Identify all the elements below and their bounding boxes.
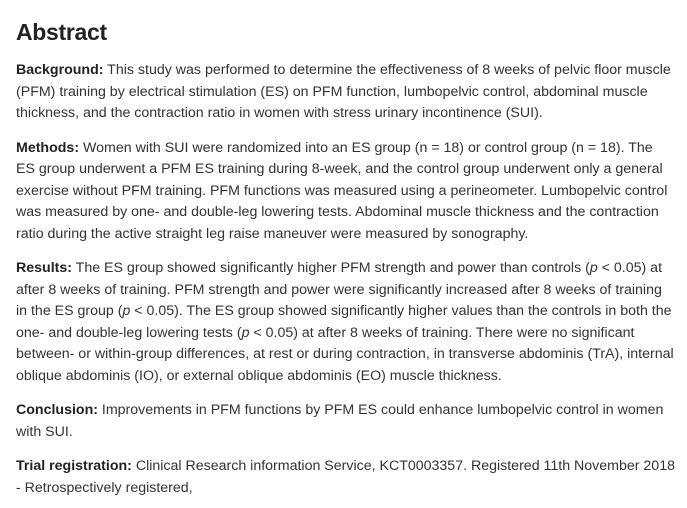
trial-registration-label: Trial registration: [16,458,132,474]
conclusion-label: Conclusion: [16,402,98,418]
results-text-4: < 0.05) at after 8 weeks of training. There were no significant between- or within-group differences, at rest or during contraction, in transverse abdominis (TrA), internal oblique abdominis (IO), or external oblique abdominis (EO) muscle thickness. [16,324,674,384]
conclusion-paragraph [16,400,675,443]
methods-text: Women with SUI were randomized into an ES group (n = 18) or control group (n = 18). The ES group underwent a PFM ES training during 8-week, and the control group underwent only a general exercise without PFM training. PFM functions was measured using a perineometer. Lumbopelvic control was measured by one- and double-leg lowering tests. Abdominal muscle thickness and the contraction ratio during the active straight leg raise maneuver were measured by sonography. [16,139,668,242]
results-label: Results: [16,260,72,276]
results-text-2: < 0.05) at after 8 weeks of training. PFM strength and power were significantly increased after 8 weeks of training in the ES group ( [16,260,663,319]
methods-label: Methods: [16,139,80,156]
p-value-symbol: p [241,324,250,341]
background-paragraph [16,60,675,125]
abstract-heading: Abstract [16,19,107,45]
methods-paragraph [16,138,675,246]
p-value-symbol: p [122,303,131,319]
background-text: This study was performed to determine the effectiveness of 8 weeks of pelvic floor muscle (PFM) training by electrical stimulation (ES) on PFM function, lumbopelvic control, abdominal muscle thickness, and the contraction ratio in women with stress urinary incontinence (SUI). [16,62,671,121]
results-text-3: < 0.05). The ES group showed significantly higher values than the controls in both the one- and double-leg lowering tests ( [16,303,672,341]
p-value-symbol: p [589,260,598,276]
trial-registration-paragraph [16,456,675,499]
trial-registration-text: Clinical Research information Service, KCT0003357. Registered 11th November 2018 - Retrospectively registered, [16,458,675,496]
results-paragraph [16,258,675,387]
results-text-1: The ES group showed significantly higher PFM strength and power than controls ( [71,260,590,276]
background-label: Background: [16,62,104,78]
conclusion-text: Improvements in PFM functions by PFM ES could enhance lumbopelvic control in women with SUI. [16,402,664,440]
